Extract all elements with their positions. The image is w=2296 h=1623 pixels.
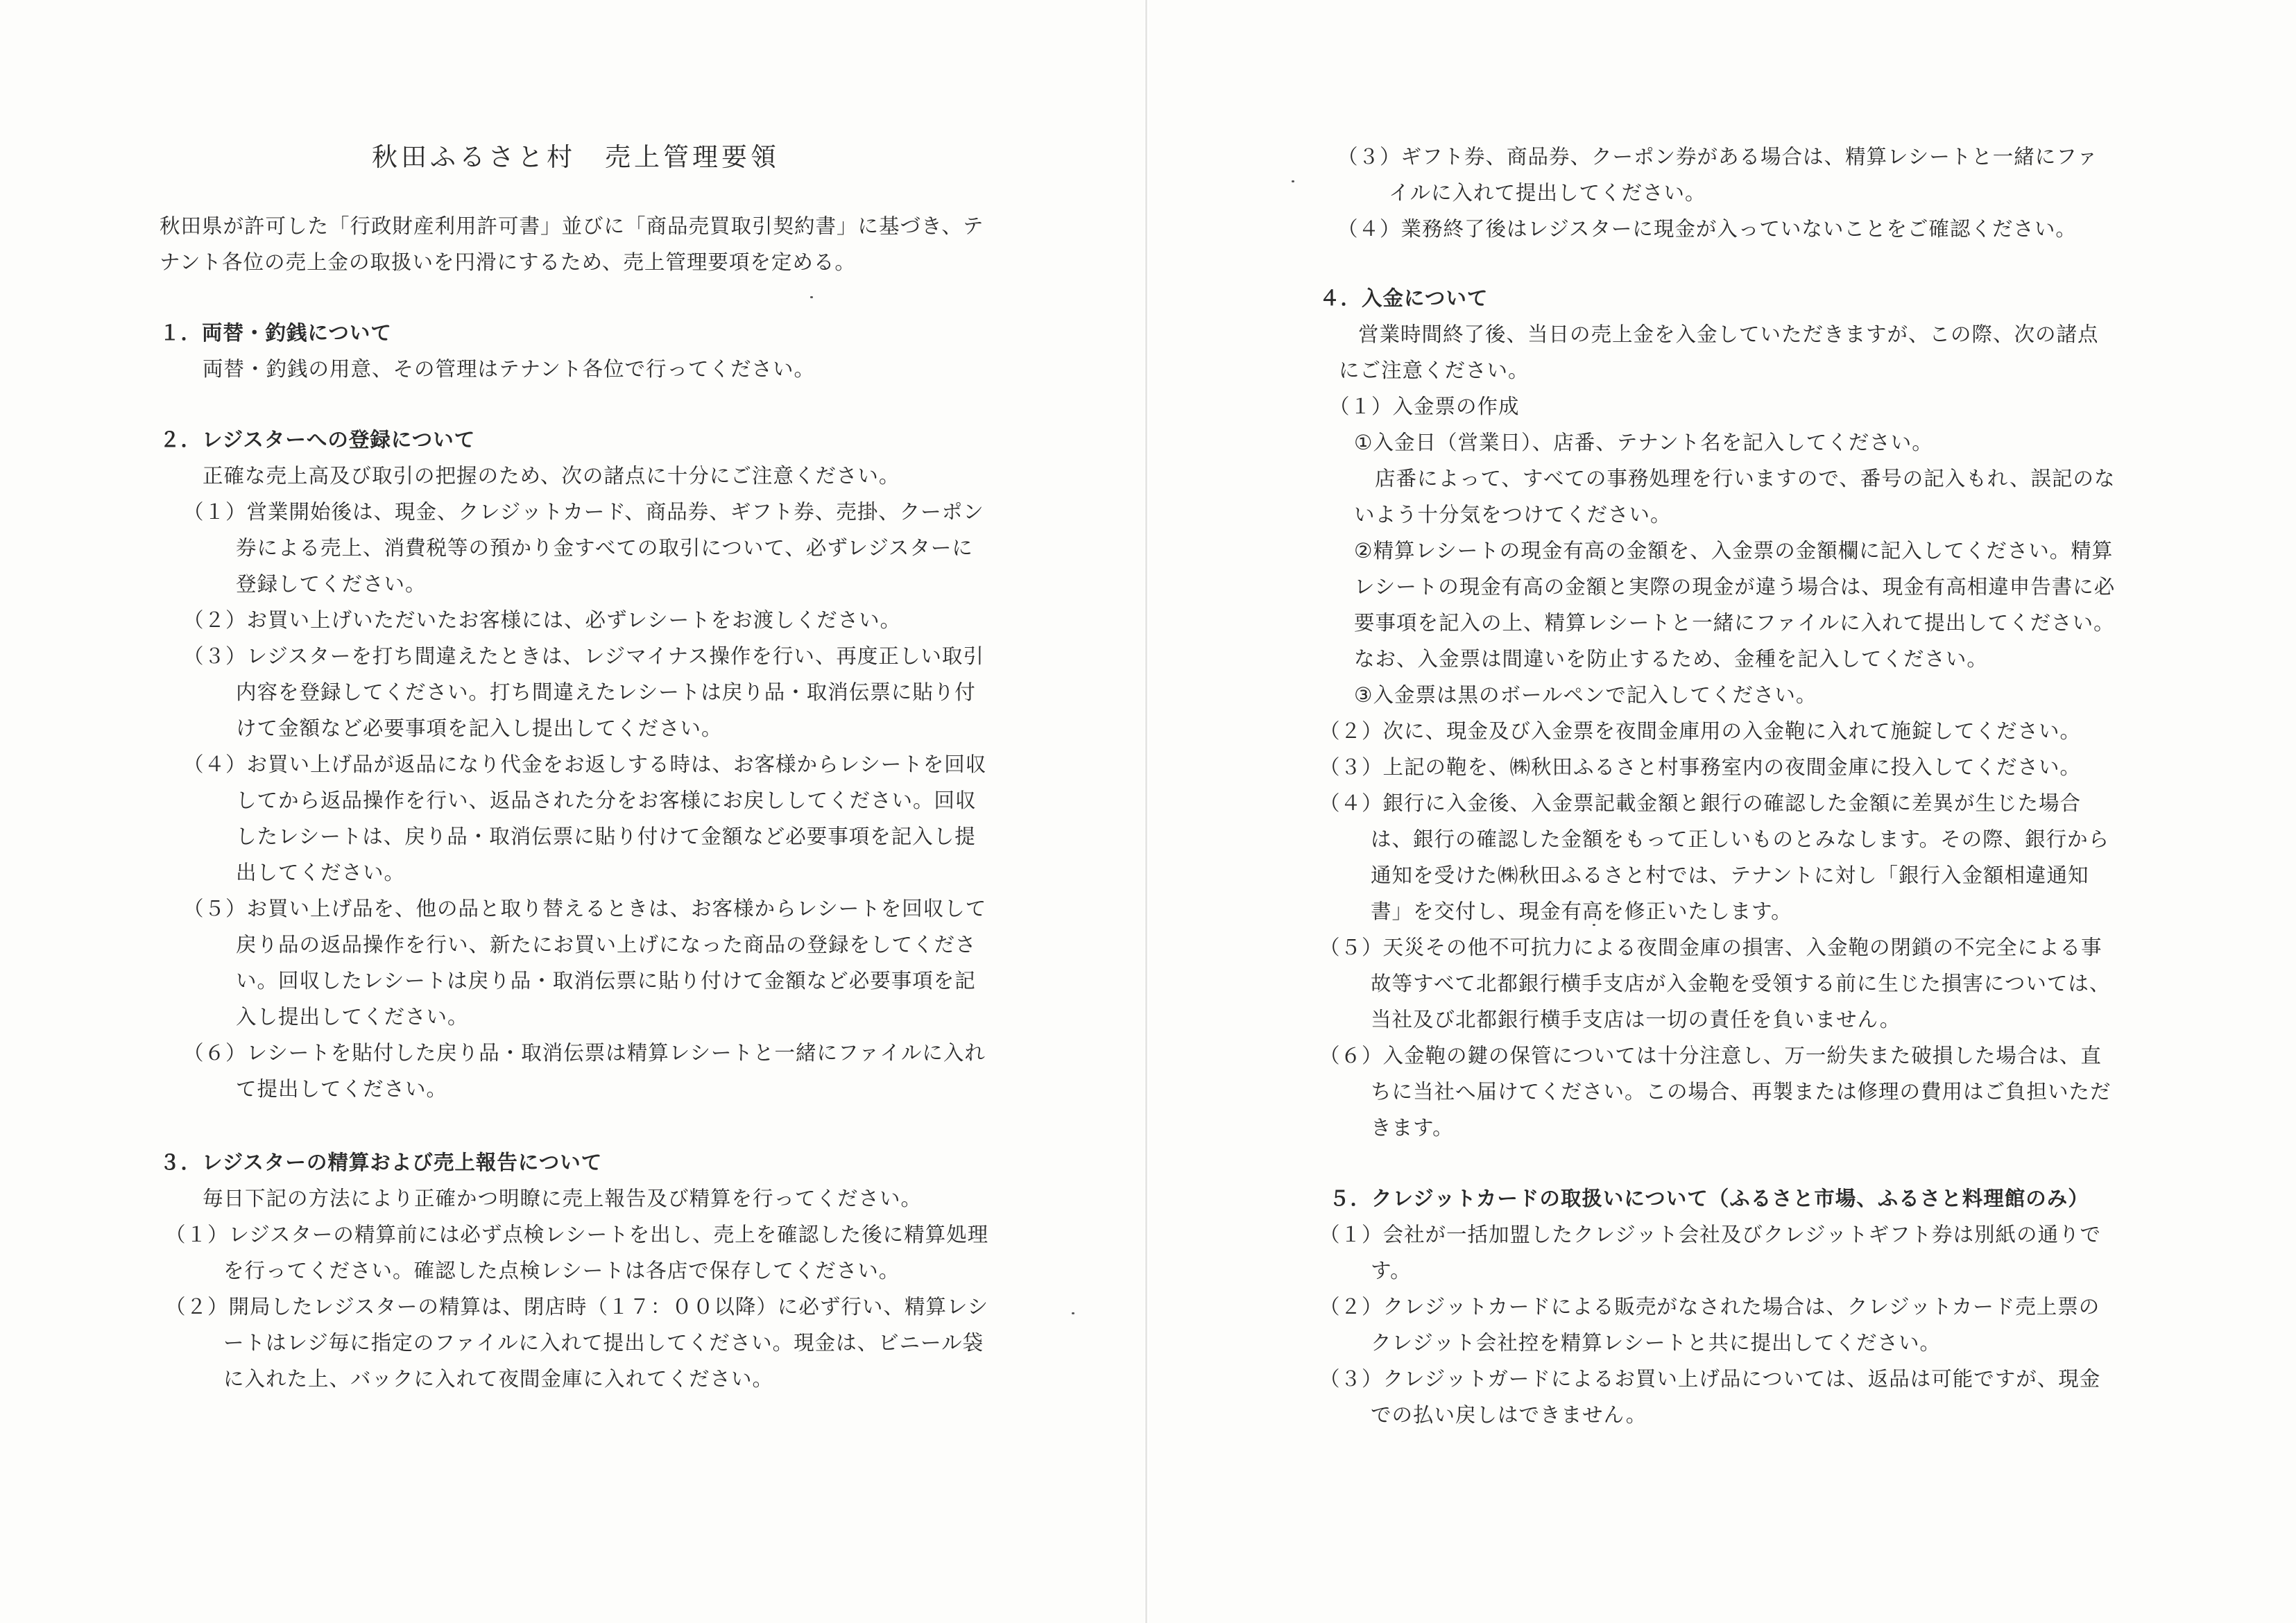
- section-1: [160, 315, 992, 387]
- section-2-item: （６）レシートを貼付した戻り品・取消伝票は精算レシートと一緒にファイルに入れて提出してください。: [183, 1041, 986, 1101]
- section-4-subheading: （１）入金票の作成: [1329, 395, 1520, 418]
- scan-speck: [1072, 1312, 1074, 1314]
- section-4-lead: 営業時間終了後、当日の売上金を入金していただきますが、この際、次の諸点にご注意ください。: [1339, 323, 2099, 382]
- left-page: [0, 0, 1145, 1623]
- section-2: [160, 422, 992, 1107]
- section-3-heading: ３．レジスターの精算および売上報告について: [160, 1151, 603, 1174]
- section-2-item: （４）お買い上げ品が返品になり代金をお返しする時は、お客様からレシートを回収してから返品操作を行い、返品された分をお客様にお戻ししてください。回収したレシートは、戻り品・取消伝票に貼り付けて金額など必要事項を記入し提出してください。: [183, 753, 987, 884]
- circle-item-1-note: 店番によって、すべての事務処理を行いますので、番号の記入もれ、誤記のないよう十分気をつけてください。: [1354, 467, 2116, 526]
- section-3-lead: 毎日下記の方法により正確かつ明瞭に売上報告及び精算を行ってください。: [203, 1187, 923, 1210]
- section-4-item: （３）上記の鞄を、㈱秋田ふるさと村事務室内の夜間金庫に投入してください。: [1319, 755, 2082, 779]
- section-1-heading: １．両替・釣銭について: [160, 321, 392, 345]
- circle-item-2-note: なお、入金票は間違いを防止するため、金種を記入してください。: [1354, 647, 1988, 671]
- scan-speck: [1292, 180, 1294, 182]
- section-3-item: （４）業務終了後はレジスターに現金が入っていないことをご確認ください。: [1337, 217, 2077, 241]
- document-title: 秋田ふるさと村 売上管理要領: [372, 142, 780, 172]
- section-3-item: （２）開局したレジスターの精算は、閉店時（１７：００以降）に必ず行い、精算レシートはレジ毎に指定のファイルに入れて提出してください。現金は、ビニール袋に入れた上、バックに入れて夜間金庫に入れてください。: [165, 1295, 989, 1391]
- section-5-heading: ５．クレジットカードの取扱いについて（ふるさと市場、ふるさと料理館のみ）: [1329, 1187, 2089, 1210]
- circle-item-1: ①入金日（営業日）、店番、テナント名を記入してください。: [1354, 431, 1933, 454]
- left-page-content: [160, 136, 992, 1397]
- section-5-item: （２）クレジットカードによる販売がなされた場合は、クレジットカード売上票のクレジット会社控を精算レシートと共に提出してください。: [1319, 1295, 2100, 1355]
- section-4-item: （４）銀行に入金後、入金票記載金額と銀行の確認した金額に差異が生じた場合は、銀行の確認した金額をもって正しいものとみなします。その際、銀行から通知を受けた㈱秋田ふるさと村では、テナントに対し「銀行入金額相違通知書」を交付し、現金有高を修正いたします。: [1319, 791, 2110, 923]
- section-5: [1319, 1180, 2117, 1433]
- section-2-item: （１）営業開始後は、現金、クレジットカード、商品券、ギフト券、売掛、クーポン券による売上、消費税等の預かり金すべての取引について、必ずレジスターに登録してください。: [183, 500, 984, 596]
- section-2-lead: 正確な売上高及び取引の把握のため、次の諸点に十分にご注意ください。: [203, 464, 900, 488]
- section-4-item: （６）入金鞄の鍵の保管については十分注意し、万一紛失また破損した場合は、直ちに当社へ届けてください。この場合、再製または修理の費用はご負担いただきます。: [1319, 1044, 2111, 1140]
- section-3-item: （１）レジスターの精算前には必ず点検レシートを出し、売上を確認した後に精算処理を行ってください。確認した点検レシートは各店で保存してください。: [165, 1223, 989, 1282]
- section-4: [1319, 280, 2117, 1146]
- section-3: [160, 1144, 992, 1397]
- scan-speck: [1593, 924, 1595, 926]
- intro-paragraph: 秋田県が許可した「行政財産利用許可書」並びに「商品売買取引契約書」に基づき、テナント各位の売上金の取扱いを円滑にするため、売上管理要項を定める。: [160, 214, 984, 274]
- circle-item-2: ②精算レシートの現金有高の金額を、入金票の金額欄に記入してください。精算レシートの現金有高の金額と実際の現金が違う場合は、現金有高相違申告書に必要事項を記入の上、精算レシートと一緒にファイルに入れて提出してください。: [1354, 539, 2116, 635]
- circle-item-3: ③入金票は黒のボールペンで記入してください。: [1354, 683, 1817, 707]
- section-4-heading: ４．入金について: [1319, 286, 1489, 310]
- section-1-body: 両替・釣銭の用意、その管理はテナント各位で行ってください。: [203, 357, 816, 381]
- section-2-item: （２）お買い上げいただいたお客様には、必ずレシートをお渡しください。: [183, 608, 902, 632]
- section-3-item: （３）ギフト券、商品券、クーポン券がある場合は、精算レシートと一緒にファイルに入れて提出してください。: [1337, 145, 2098, 205]
- section-2-item: （５）お買い上げ品を、他の品と取り替えるときは、お客様からレシートを回収して戻り品の返品操作を行い、新たにお買い上げになった商品の登録をしてください。回収したレシートは戻り品・取消伝票に貼り付けて金額など必要事項を記入し提出してください。: [183, 897, 987, 1029]
- page-fold: [1145, 0, 1147, 1623]
- section-2-heading: ２．レジスターへの登録について: [160, 428, 476, 452]
- section-2-item: （３）レジスターを打ち間違えたときは、レジマイナス操作を行い、再度正しい取引内容を登録してください。打ち間違えたレシートは戻り品・取消伝票に貼り付けて金額など必要事項を記入し提出してください。: [183, 644, 984, 740]
- section-5-item: （３）クレジットガードによるお買い上げ品については、返品は可能ですが、現金での払い戻しはできません。: [1319, 1367, 2101, 1427]
- scan-speck: [810, 296, 813, 298]
- section-5-item: （１）会社が一括加盟したクレジット会社及びクレジットギフト券は別紙の通りです。: [1319, 1223, 2102, 1282]
- section-4-item: （２）次に、現金及び入金票を夜間金庫用の入金鞄に入れて施錠してください。: [1319, 719, 2082, 743]
- right-page: [1149, 0, 2296, 1623]
- section-4-item: （５）天災その他不可抗力による夜間金庫の損害、入金鞄の閉鎖の不完全による事故等すべて北都銀行横手支店が入金鞄を受領する前に生じた損害については、当社及び北都銀行横手支店は一切の責任を負いません。: [1319, 936, 2111, 1031]
- right-page-content: [1319, 139, 2117, 1433]
